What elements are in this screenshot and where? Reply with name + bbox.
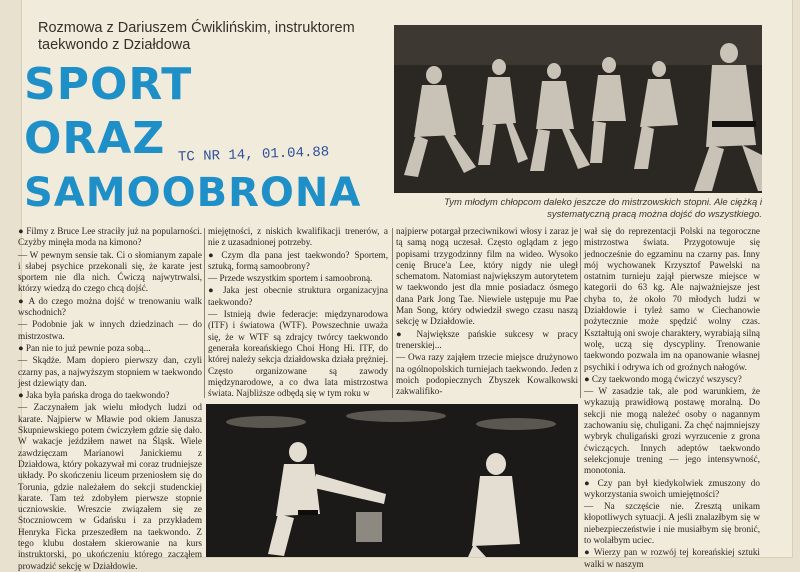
- column-divider: [580, 228, 581, 398]
- paragraph: ● Jaka była pańska droga do taekwondo?: [18, 390, 170, 401]
- paragraph: — Istnieją dwie federacje: międzynarodowa (ITF) i światowa (WTF). Powszechnie uważa się, że w WTF są zdrajcy twórcy taekwondo generała koreańskiego Choi Hong Hi. ITF, do której należy sekcja działdowska działa prężniej. Często organizowane są zawody międzynarodowe, a co dwa lata mistrzostwa świata. Najbliższe odbędą się w tym roku w: [208, 309, 388, 399]
- photo-caption: Tym młodym chłopcom daleko jeszcze do mistrzowskich stopni. Ale ciężką i systematyczną pracą można dojść do wszystkiego.: [444, 197, 762, 220]
- article-column-2: [208, 226, 388, 402]
- article-column-4: [584, 226, 760, 569]
- photo-taekwondo-group-training: [394, 25, 762, 193]
- paragraph: ● Jaka jest obecnie struktura organizacyjna taekwondo?: [208, 285, 388, 307]
- photo-instructor-sparring: [206, 404, 578, 557]
- headline-line-1: SPORT: [24, 59, 193, 110]
- paragraph: — Zaczynałem jak wielu młodych ludzi od karate. Najpierw w Mławie pod okiem Janusza Skupniewskiego potem ćwiczyłem gdzie się dało. W wakacje jeździłem nawet na Śląsk. Wiele zawdzięczam Marianowi Janickiemu z Działdowa, który pokazywał mi coraz trudniejsze układy. Po skończeniu liceum przeniosłem się do Torunia, gdzie należałem do sekcji studenckiej karate. Tam też zdobyłem pierwsze stopnie uczniowskie. Wreszcie związałem się ze Stoczniowcem w Gdańsku i za przykładem Henryka Ficka przeszedłem na taekwondo. Z tego klubu dostałem skierowanie na kurs instruktorski, po ukończeniu którego zacząłem prowadzić sekcję w Działdowie.: [18, 402, 202, 571]
- headline-line-3: SAMOOBRONA: [24, 170, 362, 216]
- paragraph: ● A do czego można dojść w trenowaniu walk wschodnich?: [18, 295, 202, 318]
- paragraph: — Owa razy zająłem trzecie miejsce drużynowo na ogólnopolskich turniejach taekwondo. Jeden z moich podopiecznych Zbyszek Kowalkowski zakwalifiko-: [396, 352, 578, 397]
- paragraph: — Podobnie jak w innych dziedzinach — do mistrzostwa.: [18, 319, 202, 341]
- handwritten-archive-stamp: TC NR 14, 01.04.88: [177, 144, 330, 166]
- paragraph: ● Pan nie to już pewnie poza sobą...: [18, 342, 151, 353]
- paragraph: ● Największe pańskie sukcesy w pracy trenerskiej...: [396, 328, 578, 350]
- column-divider: [392, 228, 393, 398]
- paragraph: ● Czym dla pana jest taekwondo? Sportem, sztuką, formą samoobrony?: [208, 249, 388, 271]
- headline-line-2: ORAZ: [24, 113, 166, 164]
- paragraph: — Na szczęście nie. Zresztą unikam kłopotliwych sytuacji. A jeśli znalazłbym się w niebezpieczeństwie i nie musiałbym się bronić, to wolałbym uciec.: [584, 501, 760, 546]
- article-column-3: [396, 226, 578, 402]
- article-column-1: [18, 226, 202, 571]
- paragraph: miejętności, z niskich kwalifikacji trenerów, a nie z uzasadnionej potrzeby.: [208, 226, 388, 248]
- paragraph: ● Wierzy pan w rozwój tej koreańskiej sztuki walki w naszym: [584, 547, 760, 569]
- paragraph: — W pewnym sensie tak. Ci o słomianym zapale i słabej psychice przekonali się, że karate jest sportem nie dla nich. Ćwiczą najwytrwalsi, którzy wiedzą do czego chcą dojść.: [18, 249, 202, 294]
- paragraph: ● Czy taekwondo mogą ćwiczyć wszyscy?: [584, 373, 742, 384]
- column-divider: [204, 228, 205, 398]
- paragraph: ● Czy pan był kiedykolwiek zmuszony do wykorzystania swoich umiejętności?: [584, 477, 760, 499]
- article-subtitle: Rozmowa z Dariuszem Ćwiklińskim, instruktorem taekwondo z Działdowa: [38, 20, 355, 53]
- paragraph: — Przede wszystkim sportem i samoobroną.: [208, 273, 373, 284]
- paragraph: wał się do reprezentacji Polski na tegoroczne mistrzostwa świata. Przygotowuje się jednocześnie do egzaminu na czarny pas. Inny mój wychowanek Krzysztof Pawelski na ostatnim turnieju zajął pierwsze miejsce w kategorii do 63 kg. Ale najważniejsze jest chyba to, że około 70 młodych ludzi w Działdowie i tyleż samo w Ciechanowie pożytecznie może spędzić wolny czas. Kształtują oni swoje charaktery, wyrabiają silną wolę, uczą się dyscypliny. Trenowanie taekwondo pozwala im na opanowanie własnej psychiki i odrywa ich od groźnych nałogów.: [584, 226, 760, 372]
- paragraph: — W zasadzie tak, ale pod warunkiem, że wykazują prawidłową postawę moralną. Do sekcji nie mogą należeć osoby o nagannym zachowaniu się, chuligani. Za chęć najmniejszy wybryk chuligański grozi wyrzucenie z grona ćwiczących. Innych adeptów taekwondo selekcjonuje trening — jego intensywność, monotonia.: [584, 386, 760, 476]
- paragraph: ● Filmy z Bruce Lee straciły już na popularności. Czyżby minęła moda na kimono?: [18, 226, 202, 248]
- paragraph: najpierw potargał przeciwnikowi włosy i zaraz je tą samą nogą uczesał. Często oglądam z jego popisami trzygodzinny film na wideo. Wysoko cenię Bruce'a Lee, który nigdy nie uległ schematom. Natomiast największym autorytetem w taekwondo jest dla mnie posiadacz ósmego dana Park Jong Tae. Niewiele ustępuje mu Pae Man Song, który odwiedził swego czasu naszą sekcję w Działdowie.: [396, 226, 578, 327]
- paragraph: — Skądże. Mam dopiero pierwszy dan, czyli czarny pas, a najwyższym stopniem w taekwondo jest dziewiąty dan.: [18, 355, 202, 388]
